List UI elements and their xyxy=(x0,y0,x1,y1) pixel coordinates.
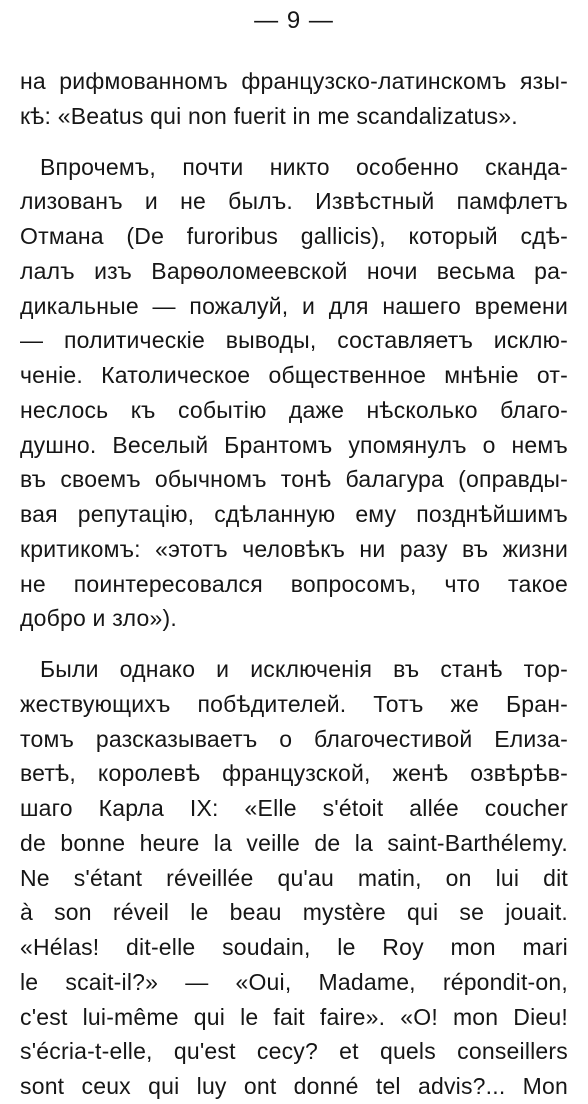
text-line: Впрочемъ, почти никто особенно сканда- xyxy=(40,153,568,180)
text-line: Отмана (De furoribus gallicis), который сдѣ- xyxy=(20,223,568,249)
text-line: кѣ: «Beatus qui non fuerit in me scandalizatus». xyxy=(20,102,518,129)
paragraph xyxy=(20,150,568,637)
text-line: ветѣ, королевѣ французской, женѣ озвѣрѣв- xyxy=(20,760,568,787)
text-line: sont ceux qui luy ont donné tel advis?... Mon xyxy=(20,1073,568,1099)
text-line: томъ разсказываетъ о благочестивой Елиза- xyxy=(20,725,568,752)
text-line: ченіе. Католическое общественное мнѣніе от- xyxy=(20,362,568,388)
text-line: въ своемъ обычномъ тонѣ балагура (оправды- xyxy=(20,466,568,493)
paragraph xyxy=(20,652,568,1104)
text-line: вая репутацію, сдѣланную ему позднѣйшимъ xyxy=(20,501,568,527)
text-line: Были однако и исключенія въ станѣ тор- xyxy=(40,656,568,682)
text-line: s'écria-t-elle, qu'est cecy? et quels conseillers xyxy=(20,1038,568,1065)
paragraph-gap xyxy=(20,134,568,150)
text-line: душно. Веселый Брантомъ упомянулъ о немъ xyxy=(20,431,568,458)
text-line: дикальные — пожалуй, и для нашего времени xyxy=(20,292,568,319)
text-line: жествующихъ побѣдителей. Тотъ же Бран- xyxy=(20,690,568,717)
text-line: Ne s'étant réveillée qu'au matin, on lui dit xyxy=(20,864,568,891)
page-number: — 9 — xyxy=(254,7,334,34)
text-line: не поинтересовался вопросомъ, что такое xyxy=(20,570,568,597)
text-line: на рифмованномъ французско-латинскомъ язы- xyxy=(20,68,568,94)
text-line: критикомъ: «этотъ человѣкъ ни разу въ жизни xyxy=(20,535,568,562)
text-line: лалъ изъ Варѳоломеевской ночи весьма ра- xyxy=(20,257,568,284)
text-line: c'est lui-même qui le fait faire». «O! mon Dieu! xyxy=(20,1003,568,1030)
text-line: à son réveil le beau mystère qui se jouait. xyxy=(20,899,568,926)
text-line: неслось къ событію даже нѣсколько благо- xyxy=(20,396,568,423)
text-body xyxy=(20,64,568,1104)
text-line: — политическіе выводы, составляетъ исклю- xyxy=(20,327,568,354)
text-line: шаго Карла IX: «Elle s'étoit allée coucher xyxy=(20,795,568,821)
text-line: «Hélas! dit-elle soudain, le Roy mon mari xyxy=(20,934,568,960)
text-line: le scait-il?» — «Oui, Madame, répondit-on, xyxy=(20,968,568,995)
paragraph-gap xyxy=(20,636,568,652)
text-line: добро и зло»). xyxy=(20,605,177,632)
paragraph xyxy=(20,64,568,134)
text-line: de bonne heure la veille de la saint-Barthélemy. xyxy=(20,829,568,856)
text-line: лизованъ и не былъ. Извѣстный памфлетъ xyxy=(20,188,568,215)
